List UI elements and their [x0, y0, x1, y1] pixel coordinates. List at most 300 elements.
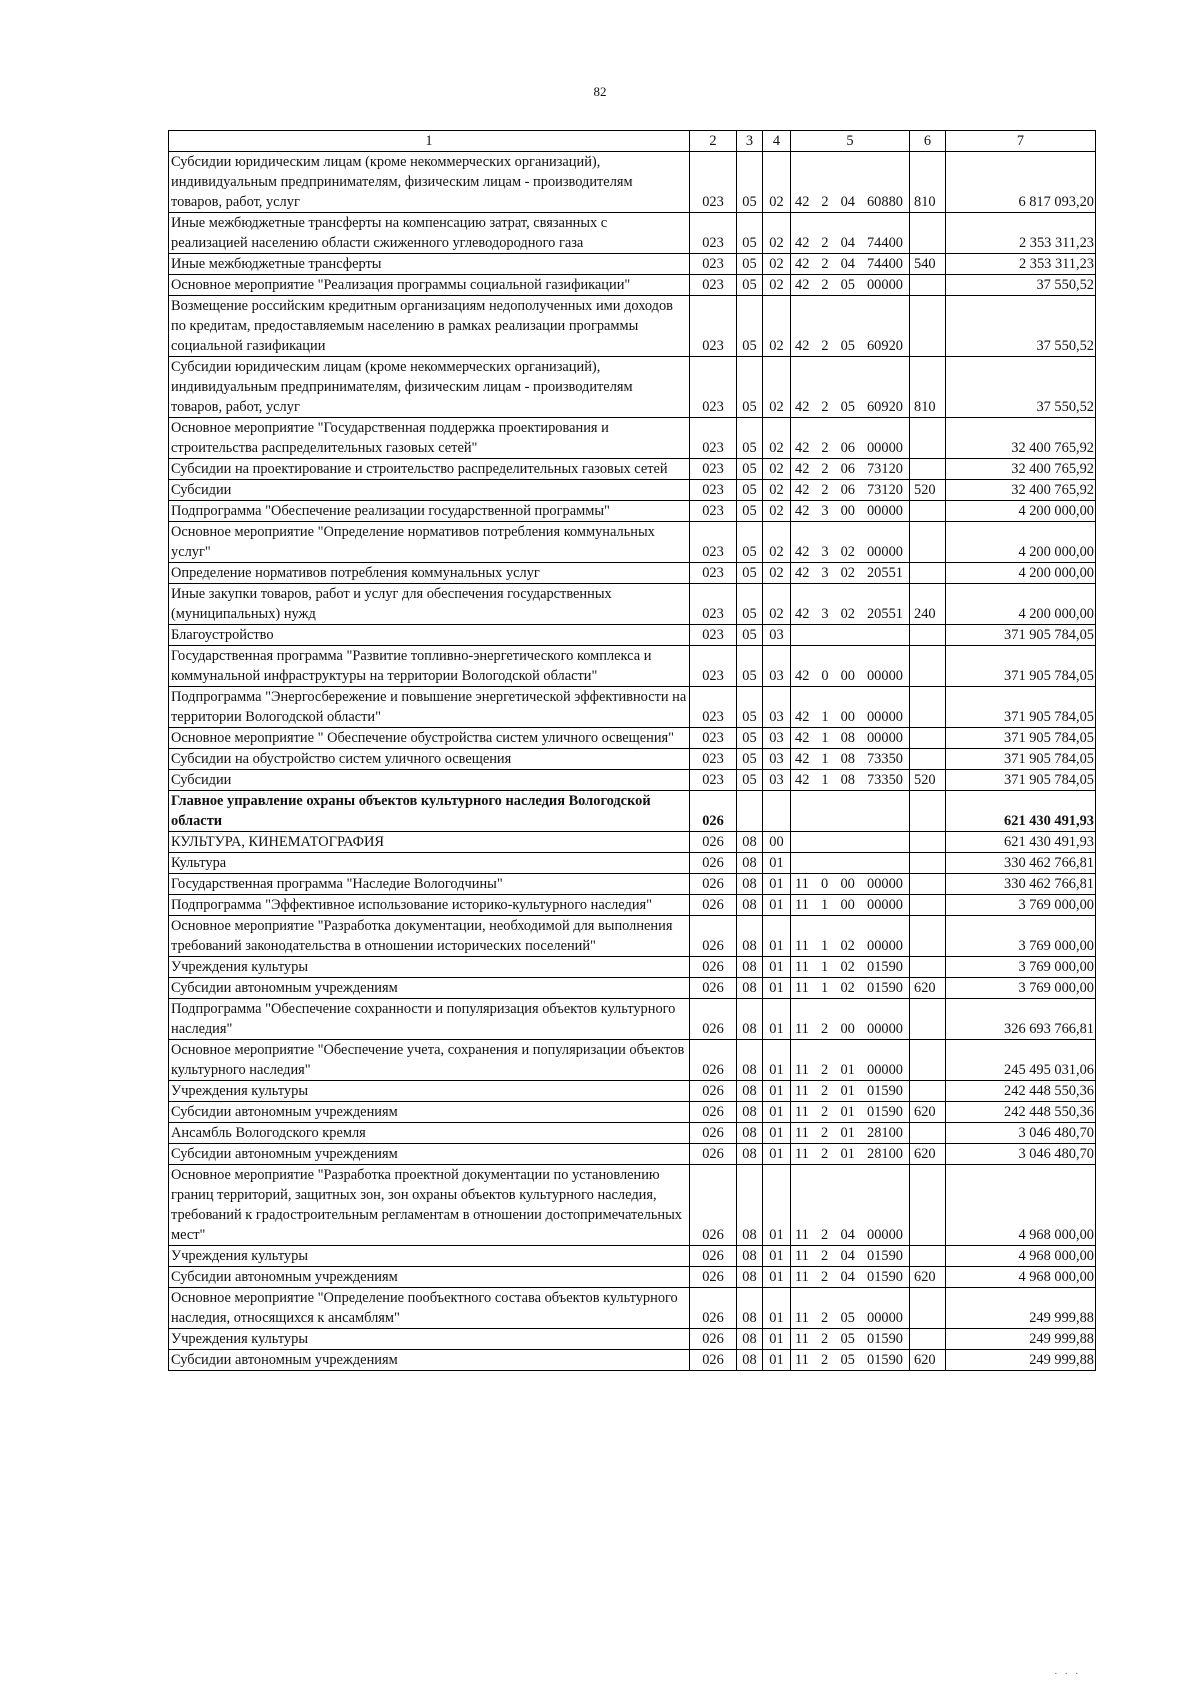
column-header: 2	[690, 131, 737, 152]
target-article-measure: 04	[840, 235, 855, 251]
target-article-measure: 05	[840, 399, 855, 415]
subsection-code: 02	[763, 480, 791, 501]
admin-code: 023	[690, 501, 737, 522]
amount: 6 817 093,20	[946, 152, 1096, 213]
target-article-program: 42	[795, 461, 810, 477]
expense-type-code	[910, 999, 946, 1040]
target-article-measure: 04	[840, 256, 855, 272]
target-article-program: 42	[795, 751, 810, 767]
expense-type-code: 620	[910, 1102, 946, 1123]
table-row	[169, 1144, 1096, 1165]
section-code: 08	[737, 874, 763, 895]
row-name: Возмещение российским кредитным организациям недополученных ими доходов по кредитам, предоставляемым населению в рамках реализации программы социальной газификации	[169, 296, 690, 357]
section-code: 05	[737, 646, 763, 687]
table-row	[169, 999, 1096, 1040]
row-name: Субсидии	[169, 770, 690, 791]
expense-type-code	[910, 625, 946, 646]
target-article-subprogram: 0	[821, 668, 829, 684]
target-article-subprogram: 1	[821, 938, 829, 954]
subsection-code: 01	[763, 999, 791, 1040]
target-article-measure: 01	[840, 1062, 855, 1078]
row-name: Подпрограмма "Обеспечение реализации государственной программы"	[169, 501, 690, 522]
amount: 3 046 480,70	[946, 1144, 1096, 1165]
target-article-measure: 00	[840, 503, 855, 519]
target-article-direction: 60920	[866, 338, 903, 354]
target-article-code	[791, 1123, 910, 1144]
target-article-direction: 01590	[867, 1083, 903, 1099]
subsection-code: 02	[763, 213, 791, 254]
admin-code: 023	[690, 625, 737, 646]
admin-code: 026	[690, 1246, 737, 1267]
subsection-code: 01	[763, 853, 791, 874]
target-article-code	[791, 791, 910, 832]
expense-type-code	[910, 459, 946, 480]
admin-code: 023	[690, 646, 737, 687]
budget-table	[168, 130, 1096, 1371]
amount: 371 905 784,05	[946, 646, 1096, 687]
subsection-code: 01	[763, 1350, 791, 1371]
target-article-parts	[793, 563, 907, 583]
table-row	[169, 584, 1096, 625]
target-article-direction: 20551	[866, 606, 903, 622]
expense-type-code	[910, 728, 946, 749]
section-code: 05	[737, 522, 763, 563]
amount: 249 999,88	[946, 1350, 1096, 1371]
table-row	[169, 853, 1096, 874]
section-code: 05	[737, 357, 763, 418]
row-name: Благоустройство	[169, 625, 690, 646]
target-article-code	[791, 770, 910, 791]
admin-code: 026	[690, 791, 737, 832]
target-article-parts	[793, 936, 907, 956]
table-row	[169, 687, 1096, 728]
section-code: 05	[737, 563, 763, 584]
target-article-code	[791, 584, 910, 625]
amount: 371 905 784,05	[946, 728, 1096, 749]
target-article-subprogram: 2	[821, 1062, 829, 1078]
amount: 37 550,52	[946, 296, 1096, 357]
admin-code: 023	[690, 522, 737, 563]
table-row	[169, 275, 1096, 296]
table-row	[169, 296, 1096, 357]
section-code: 05	[737, 584, 763, 625]
subsection-code: 01	[763, 1081, 791, 1102]
row-name: Субсидии юридическим лицам (кроме некоммерческих организаций), индивидуальным предпринимателям, физическим лицам - производителям товаров, работ, услуг	[169, 357, 690, 418]
expense-type-code	[910, 1288, 946, 1329]
expense-type-code	[910, 874, 946, 895]
target-article-subprogram: 2	[821, 482, 829, 498]
amount: 4 200 000,00	[946, 522, 1096, 563]
table-row	[169, 254, 1096, 275]
row-name: Основное мероприятие "Разработка документации, необходимой для выполнения требований законодательства в отношении исторических поселений"	[169, 916, 690, 957]
target-article-subprogram: 2	[821, 1310, 829, 1326]
target-article-parts	[793, 438, 907, 458]
admin-code: 026	[690, 1165, 737, 1246]
subsection-code: 01	[763, 1165, 791, 1246]
target-article-program: 42	[795, 668, 810, 684]
row-name: Учреждения культуры	[169, 1081, 690, 1102]
target-article-measure: 01	[840, 1146, 855, 1162]
admin-code: 026	[690, 957, 737, 978]
row-name: Культура	[169, 853, 690, 874]
target-article-measure: 08	[840, 751, 855, 767]
expense-type-code: 810	[910, 152, 946, 213]
amount: 242 448 550,36	[946, 1081, 1096, 1102]
table-row	[169, 749, 1096, 770]
target-article-direction: 00000	[866, 440, 903, 456]
target-article-measure: 00	[840, 897, 855, 913]
table-row	[169, 1040, 1096, 1081]
section-code: 08	[737, 1288, 763, 1329]
table-row	[169, 459, 1096, 480]
row-name: Основное мероприятие " Обеспечение обустройства систем уличного освещения"	[169, 728, 690, 749]
target-article-code	[791, 275, 910, 296]
target-article-parts	[793, 1081, 907, 1101]
target-article-measure: 04	[840, 194, 855, 210]
target-article-direction: 00000	[866, 503, 903, 519]
target-article-code	[791, 418, 910, 459]
table-row	[169, 728, 1096, 749]
subsection-code: 02	[763, 522, 791, 563]
target-article-subprogram: 2	[821, 1125, 829, 1141]
amount: 4 968 000,00	[946, 1267, 1096, 1288]
section-code: 08	[737, 1165, 763, 1246]
admin-code: 026	[690, 1081, 737, 1102]
admin-code: 023	[690, 275, 737, 296]
amount: 249 999,88	[946, 1329, 1096, 1350]
target-article-subprogram: 2	[821, 235, 829, 251]
row-name: Субсидии автономным учреждениям	[169, 1350, 690, 1371]
target-article-direction: 00000	[867, 1227, 903, 1243]
target-article-measure: 02	[840, 959, 855, 975]
expense-type-code	[910, 1123, 946, 1144]
amount: 3 046 480,70	[946, 1123, 1096, 1144]
amount: 371 905 784,05	[946, 625, 1096, 646]
target-article-measure: 02	[840, 565, 855, 581]
target-article-subprogram: 1	[821, 959, 829, 975]
subsection-code: 02	[763, 357, 791, 418]
subsection-code: 01	[763, 1329, 791, 1350]
target-article-subprogram: 2	[821, 1083, 829, 1099]
target-article-program: 42	[795, 565, 810, 581]
target-article-parts	[793, 1123, 907, 1143]
table-row	[169, 563, 1096, 584]
target-article-subprogram: 1	[821, 709, 829, 725]
section-code: 08	[737, 957, 763, 978]
amount: 3 769 000,00	[946, 978, 1096, 999]
target-article-direction: 20551	[866, 565, 903, 581]
expense-type-code: 620	[910, 1267, 946, 1288]
target-article-direction: 28100	[867, 1146, 903, 1162]
target-article-measure: 04	[840, 1269, 855, 1285]
target-article-parts	[793, 1329, 907, 1349]
target-article-code	[791, 501, 910, 522]
target-article-subprogram: 2	[821, 1269, 829, 1285]
amount: 32 400 765,92	[946, 418, 1096, 459]
row-name: Подпрограмма "Энергосбережение и повышение энергетической эффективности на территории Вологодской области"	[169, 687, 690, 728]
section-code: 05	[737, 728, 763, 749]
target-article-code	[791, 1040, 910, 1081]
target-article-direction: 73120	[866, 482, 903, 498]
section-code: 08	[737, 1246, 763, 1267]
target-article-measure: 00	[840, 709, 855, 725]
admin-code: 026	[690, 832, 737, 853]
section-code: 08	[737, 1329, 763, 1350]
table-row	[169, 1288, 1096, 1329]
target-article-direction: 60920	[866, 399, 903, 415]
admin-code: 023	[690, 563, 737, 584]
subsection-code: 01	[763, 1123, 791, 1144]
table-row	[169, 770, 1096, 791]
table-row	[169, 957, 1096, 978]
table-row	[169, 1246, 1096, 1267]
table-row	[169, 1267, 1096, 1288]
target-article-program: 42	[795, 338, 810, 354]
target-article-program: 11	[795, 1227, 809, 1243]
amount: 32 400 765,92	[946, 459, 1096, 480]
row-name: Подпрограмма "Эффективное использование историко-культурного наследия"	[169, 895, 690, 916]
section-code: 05	[737, 501, 763, 522]
expense-type-code	[910, 296, 946, 357]
subsection-code: 01	[763, 1288, 791, 1329]
admin-code: 026	[690, 999, 737, 1040]
expense-type-code	[910, 687, 946, 728]
admin-code: 026	[690, 916, 737, 957]
target-article-direction: 01590	[867, 1352, 903, 1368]
section-code: 08	[737, 853, 763, 874]
table-row	[169, 1329, 1096, 1350]
target-article-parts	[793, 501, 907, 521]
expense-type-code	[910, 916, 946, 957]
target-article-parts	[793, 749, 907, 769]
section-code: 08	[737, 1102, 763, 1123]
target-article-subprogram: 2	[821, 277, 829, 293]
target-article-parts	[793, 1102, 907, 1122]
amount: 2 353 311,23	[946, 254, 1096, 275]
target-article-direction: 73350	[866, 751, 903, 767]
target-article-direction: 01590	[867, 1248, 903, 1264]
column-header: 7	[946, 131, 1096, 152]
target-article-direction: 28100	[867, 1125, 903, 1141]
row-name: Субсидии юридическим лицам (кроме некоммерческих организаций), индивидуальным предпринимателям, физическим лицам - производителям товаров, работ, услуг	[169, 152, 690, 213]
row-name: Субсидии	[169, 480, 690, 501]
subsection-code: 03	[763, 687, 791, 728]
admin-code: 023	[690, 459, 737, 480]
subsection-code	[763, 791, 791, 832]
target-article-direction: 01590	[867, 1269, 903, 1285]
table-body	[169, 152, 1096, 1371]
expense-type-code	[910, 522, 946, 563]
target-article-program: 11	[795, 1021, 809, 1037]
section-code: 08	[737, 895, 763, 916]
target-article-direction: 00000	[867, 897, 903, 913]
expense-type-code: 520	[910, 480, 946, 501]
target-article-subprogram: 2	[821, 338, 829, 354]
target-article-direction: 73350	[866, 772, 903, 788]
target-article-parts	[793, 957, 907, 977]
table-row	[169, 1350, 1096, 1371]
target-article-direction: 01590	[867, 959, 903, 975]
admin-code: 026	[690, 1288, 737, 1329]
target-article-program: 11	[795, 1146, 809, 1162]
target-article-code	[791, 916, 910, 957]
subsection-code: 03	[763, 646, 791, 687]
target-article-parts	[793, 1144, 907, 1164]
section-code: 05	[737, 152, 763, 213]
target-article-parts	[793, 336, 907, 356]
target-article-program: 42	[795, 399, 810, 415]
row-name: Основное мероприятие "Разработка проектной документации по установлению границ территорий, защитных зон, зон охраны объектов культурного наследия, требований к градостроительным регламентам в отношении достопримечательных мест"	[169, 1165, 690, 1246]
row-name: Основное мероприятие "Обеспечение учета, сохранения и популяризации объектов культурного наследия"	[169, 1040, 690, 1081]
subsection-code: 02	[763, 563, 791, 584]
admin-code: 026	[690, 895, 737, 916]
section-code: 08	[737, 1040, 763, 1081]
row-name: Учреждения культуры	[169, 1246, 690, 1267]
target-article-direction: 01590	[867, 1104, 903, 1120]
target-article-parts	[793, 275, 907, 295]
subsection-code: 01	[763, 1040, 791, 1081]
target-article-subprogram: 2	[821, 399, 829, 415]
expense-type-code	[910, 1329, 946, 1350]
expense-type-code: 520	[910, 770, 946, 791]
target-article-parts	[793, 233, 907, 253]
target-article-measure: 01	[840, 1125, 855, 1141]
subsection-code: 03	[763, 625, 791, 646]
target-article-code	[791, 522, 910, 563]
row-name: КУЛЬТУРА, КИНЕМАТОГРАФИЯ	[169, 832, 690, 853]
column-header: 6	[910, 131, 946, 152]
row-name: Государственная программа "Наследие Вологодчины"	[169, 874, 690, 895]
row-name: Иные межбюджетные трансферты на компенсацию затрат, связанных с реализацией населению области сжиженного углеводородного газа	[169, 213, 690, 254]
target-article-measure: 01	[840, 1104, 855, 1120]
section-code: 05	[737, 296, 763, 357]
target-article-program: 42	[795, 730, 810, 746]
row-name: Главное управление охраны объектов культурного наследия Вологодской области	[169, 791, 690, 832]
target-article-code	[791, 1350, 910, 1371]
target-article-code	[791, 1165, 910, 1246]
amount: 330 462 766,81	[946, 874, 1096, 895]
target-article-code	[791, 999, 910, 1040]
amount: 371 905 784,05	[946, 687, 1096, 728]
expense-type-code	[910, 1246, 946, 1267]
target-article-measure: 06	[840, 482, 855, 498]
target-article-subprogram: 2	[821, 1352, 829, 1368]
target-article-subprogram: 2	[821, 256, 829, 272]
target-article-direction: 00000	[866, 277, 903, 293]
target-article-measure: 02	[840, 544, 855, 560]
target-article-parts	[793, 459, 907, 479]
section-code: 08	[737, 1144, 763, 1165]
target-article-program: 11	[795, 980, 809, 996]
target-article-code	[791, 978, 910, 999]
target-article-direction: 00000	[867, 876, 903, 892]
target-article-direction: 00000	[867, 938, 903, 954]
target-article-direction: 00000	[866, 668, 903, 684]
expense-type-code	[910, 501, 946, 522]
subsection-code: 02	[763, 275, 791, 296]
target-article-code	[791, 957, 910, 978]
target-article-direction: 00000	[866, 730, 903, 746]
table-row	[169, 916, 1096, 957]
target-article-code	[791, 459, 910, 480]
subsection-code: 03	[763, 749, 791, 770]
target-article-subprogram: 2	[821, 1331, 829, 1347]
expense-type-code	[910, 1165, 946, 1246]
table-row	[169, 1165, 1096, 1246]
target-article-code	[791, 749, 910, 770]
row-name: Учреждения культуры	[169, 957, 690, 978]
target-article-program: 11	[795, 1062, 809, 1078]
table-row	[169, 152, 1096, 213]
target-article-program: 11	[795, 1248, 809, 1264]
target-article-program: 42	[795, 277, 810, 293]
subsection-code: 01	[763, 1267, 791, 1288]
target-article-subprogram: 1	[821, 980, 829, 996]
table-row	[169, 501, 1096, 522]
target-article-code	[791, 895, 910, 916]
table-row	[169, 895, 1096, 916]
section-code: 08	[737, 1081, 763, 1102]
amount: 4 968 000,00	[946, 1246, 1096, 1267]
target-article-measure: 05	[840, 1310, 855, 1326]
target-article-direction: 00000	[866, 709, 903, 725]
expense-type-code: 240	[910, 584, 946, 625]
target-article-code	[791, 832, 910, 853]
amount: 2 353 311,23	[946, 213, 1096, 254]
row-name: Субсидии на обустройство систем уличного освещения	[169, 749, 690, 770]
target-article-subprogram: 3	[821, 606, 829, 622]
table-row	[169, 832, 1096, 853]
admin-code: 026	[690, 1350, 737, 1371]
admin-code: 023	[690, 213, 737, 254]
target-article-code	[791, 728, 910, 749]
table-row	[169, 874, 1096, 895]
target-article-parts	[793, 707, 907, 727]
target-article-code	[791, 1246, 910, 1267]
subsection-code: 02	[763, 501, 791, 522]
target-article-code	[791, 213, 910, 254]
target-article-parts	[793, 192, 907, 212]
target-article-measure: 08	[840, 730, 855, 746]
target-article-subprogram: 2	[821, 1248, 829, 1264]
target-article-measure: 02	[840, 938, 855, 954]
target-article-parts	[793, 542, 907, 562]
table-row	[169, 1123, 1096, 1144]
target-article-code	[791, 296, 910, 357]
section-code: 05	[737, 275, 763, 296]
target-article-direction: 60880	[866, 194, 903, 210]
subsection-code: 01	[763, 874, 791, 895]
section-code: 08	[737, 999, 763, 1040]
expense-type-code: 620	[910, 1350, 946, 1371]
target-article-code	[791, 1267, 910, 1288]
target-article-parts	[793, 254, 907, 274]
target-article-measure: 05	[840, 1352, 855, 1368]
admin-code: 023	[690, 357, 737, 418]
target-article-code	[791, 1288, 910, 1329]
expense-type-code: 810	[910, 357, 946, 418]
target-article-direction: 73120	[866, 461, 903, 477]
admin-code: 023	[690, 418, 737, 459]
row-name: Субсидии автономным учреждениям	[169, 1144, 690, 1165]
table-row	[169, 480, 1096, 501]
admin-code: 023	[690, 749, 737, 770]
table-row	[169, 357, 1096, 418]
target-article-program: 11	[795, 876, 809, 892]
expense-type-code: 620	[910, 1144, 946, 1165]
admin-code: 026	[690, 1102, 737, 1123]
amount: 4 968 000,00	[946, 1165, 1096, 1246]
